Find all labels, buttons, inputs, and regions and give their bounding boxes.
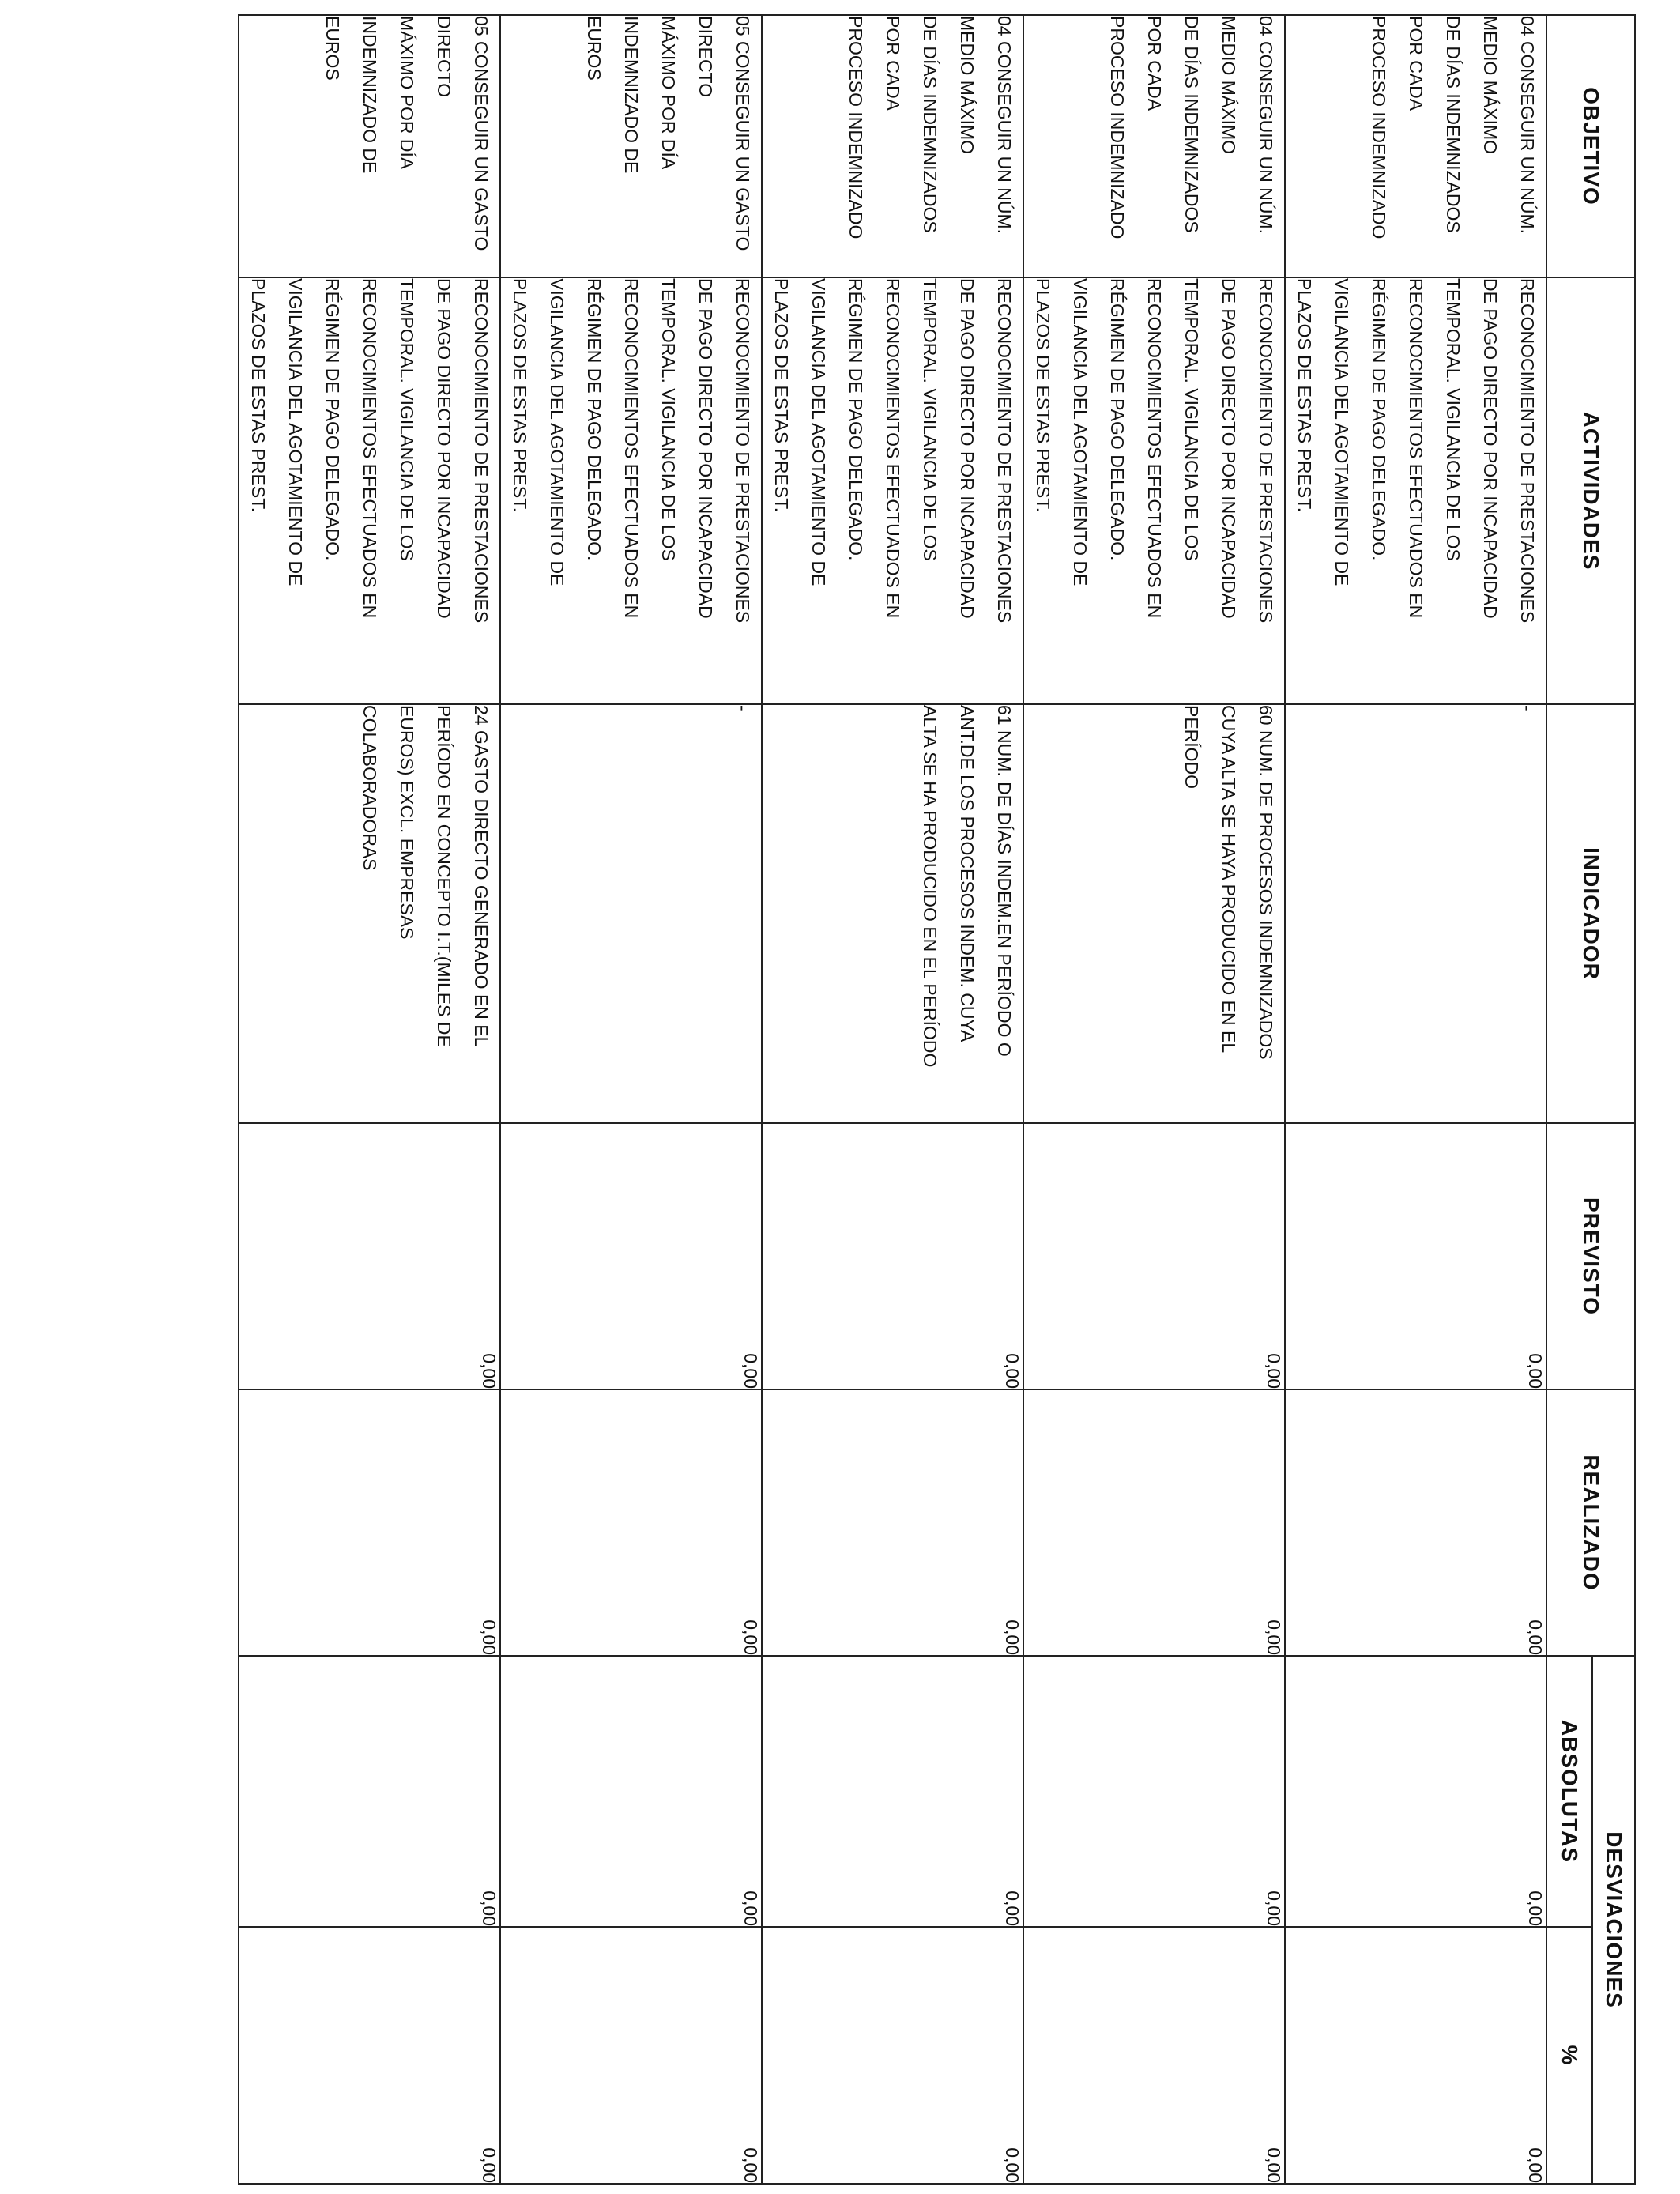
cell-actividades: RECONOCIMIENTO DE PRESTACIONES DE PAGO DIRECTO POR INCAPACIDAD TEMPORAL. VIGILANCIA DE LOS RECONOCIMIENTOS EFECTUADOS EN RÉGIMEN DE PAGO DELEGADO. VIGILANCIA DEL AGOTAMIENTO DE PLAZOS DE ESTAS PREST. bbox=[762, 277, 1023, 704]
header-indicador: INDICADOR bbox=[1546, 704, 1635, 1123]
cell-realizado: 0,00 bbox=[500, 1389, 762, 1656]
header-previsto: PREVISTO bbox=[1546, 1123, 1635, 1389]
cell-indicador: 61 NUM. DE DÍAS INDEM.EN PERÍODO O ANT.DE LOS PROCESOS INDEM. CUYA ALTA SE HA PRODUCIDO EN EL PERÍODO bbox=[762, 704, 1023, 1123]
cell-indicador: 24 GASTO DIRECTO GENERADO EN EL PERÍODO EN CONCEPTO I.T.(MILES DE EUROS) EXCL. EMPRESAS COLABORADORAS bbox=[239, 704, 500, 1123]
header-actividades: ACTIVIDADES bbox=[1546, 277, 1635, 704]
cell-absolutas: 0,00 bbox=[500, 1656, 762, 1927]
cell-previsto: 0,00 bbox=[1285, 1123, 1546, 1389]
table-row bbox=[500, 15, 762, 2184]
cell-objetivo: 04 CONSEGUIR UN NÚM. MEDIO MÁXIMO DE DÍAS INDEMNIZADOS POR CADA PROCESO INDEMNIZADO bbox=[1023, 15, 1285, 277]
table-row bbox=[239, 15, 500, 2184]
cell-previsto: 0,00 bbox=[500, 1123, 762, 1389]
cell-absolutas: 0,00 bbox=[239, 1656, 500, 1927]
cell-actividades: RECONOCIMIENTO DE PRESTACIONES DE PAGO DIRECTO POR INCAPACIDAD TEMPORAL. VIGILANCIA DE LOS RECONOCIMIENTOS EFECTUADOS EN RÉGIMEN DE PAGO DELEGADO. VIGILANCIA DEL AGOTAMIENTO DE PLAZOS DE ESTAS PREST. bbox=[1023, 277, 1285, 704]
cell-realizado: 0,00 bbox=[1023, 1389, 1285, 1656]
cell-porcentaje: 0,00 bbox=[239, 1927, 500, 2184]
header-realizado: REALIZADO bbox=[1546, 1389, 1635, 1656]
cell-actividades: RECONOCIMIENTO DE PRESTACIONES DE PAGO DIRECTO POR INCAPACIDAD TEMPORAL. VIGILANCIA DE LOS RECONOCIMIENTOS EFECTUADOS EN RÉGIMEN DE PAGO DELEGADO. VIGILANCIA DEL AGOTAMIENTO DE PLAZOS DE ESTAS PREST. bbox=[500, 277, 762, 704]
header-absolutas: ABSOLUTAS bbox=[1546, 1656, 1592, 1927]
cell-previsto: 0,00 bbox=[239, 1123, 500, 1389]
cell-absolutas: 0,00 bbox=[1023, 1656, 1285, 1927]
cell-porcentaje: 0,00 bbox=[1023, 1927, 1285, 2184]
cell-actividades: RECONOCIMIENTO DE PRESTACIONES DE PAGO DIRECTO POR INCAPACIDAD TEMPORAL. VIGILANCIA DE LOS RECONOCIMIENTOS EFECTUADOS EN RÉGIMEN DE PAGO DELEGADO. VIGILANCIA DEL AGOTAMIENTO DE PLAZOS DE ESTAS PREST. bbox=[1285, 277, 1546, 704]
cell-absolutas: 0,00 bbox=[1285, 1656, 1546, 1927]
cell-porcentaje: 0,00 bbox=[762, 1927, 1023, 2184]
table-row bbox=[1023, 15, 1285, 2184]
header-row bbox=[1592, 15, 1635, 2184]
cell-absolutas: 0,00 bbox=[762, 1656, 1023, 1927]
header-porcentaje: % bbox=[1546, 1927, 1592, 2184]
cell-actividades: RECONOCIMIENTO DE PRESTACIONES DE PAGO DIRECTO POR INCAPACIDAD TEMPORAL. VIGILANCIA DE LOS RECONOCIMIENTOS EFECTUADOS EN RÉGIMEN DE PAGO DELEGADO. VIGILANCIA DEL AGOTAMIENTO DE PLAZOS DE ESTAS PREST. bbox=[239, 277, 500, 704]
cell-previsto: 0,00 bbox=[762, 1123, 1023, 1389]
header-objetivo: OBJETIVO bbox=[1546, 15, 1635, 277]
cell-porcentaje: 0,00 bbox=[500, 1927, 762, 2184]
cell-objetivo: 05 CONSEGUIR UN GASTO DIRECTO MÁXIMO POR DÍA INDEMNIZADO DE EUROS bbox=[500, 15, 762, 277]
table-row bbox=[1285, 15, 1546, 2184]
cell-realizado: 0,00 bbox=[762, 1389, 1023, 1656]
table-row bbox=[762, 15, 1023, 2184]
cell-realizado: 0,00 bbox=[239, 1389, 500, 1656]
cell-porcentaje: 0,00 bbox=[1285, 1927, 1546, 2184]
cell-indicador: 60 NUM. DE PROCESOS INDEMNIZADOS CUYA ALTA SE HAYA PRODUCIDO EN EL PERÍODO bbox=[1023, 704, 1285, 1123]
objectives-table bbox=[238, 14, 1636, 2185]
cell-indicador: - bbox=[1285, 704, 1546, 1123]
cell-previsto: 0,00 bbox=[1023, 1123, 1285, 1389]
cell-indicador: - bbox=[500, 704, 762, 1123]
cell-objetivo: 04 CONSEGUIR UN NÚM. MEDIO MÁXIMO DE DÍAS INDEMNIZADOS POR CADA PROCESO INDEMNIZADO bbox=[1285, 15, 1546, 277]
cell-realizado: 0,00 bbox=[1285, 1389, 1546, 1656]
cell-objetivo: 05 CONSEGUIR UN GASTO DIRECTO MÁXIMO POR DÍA INDEMNIZADO DE EUROS bbox=[239, 15, 500, 277]
cell-objetivo: 04 CONSEGUIR UN NÚM. MEDIO MÁXIMO DE DÍAS INDEMNIZADOS POR CADA PROCESO INDEMNIZADO bbox=[762, 15, 1023, 277]
header-desviaciones: DESVIACIONES bbox=[1592, 1656, 1635, 2184]
